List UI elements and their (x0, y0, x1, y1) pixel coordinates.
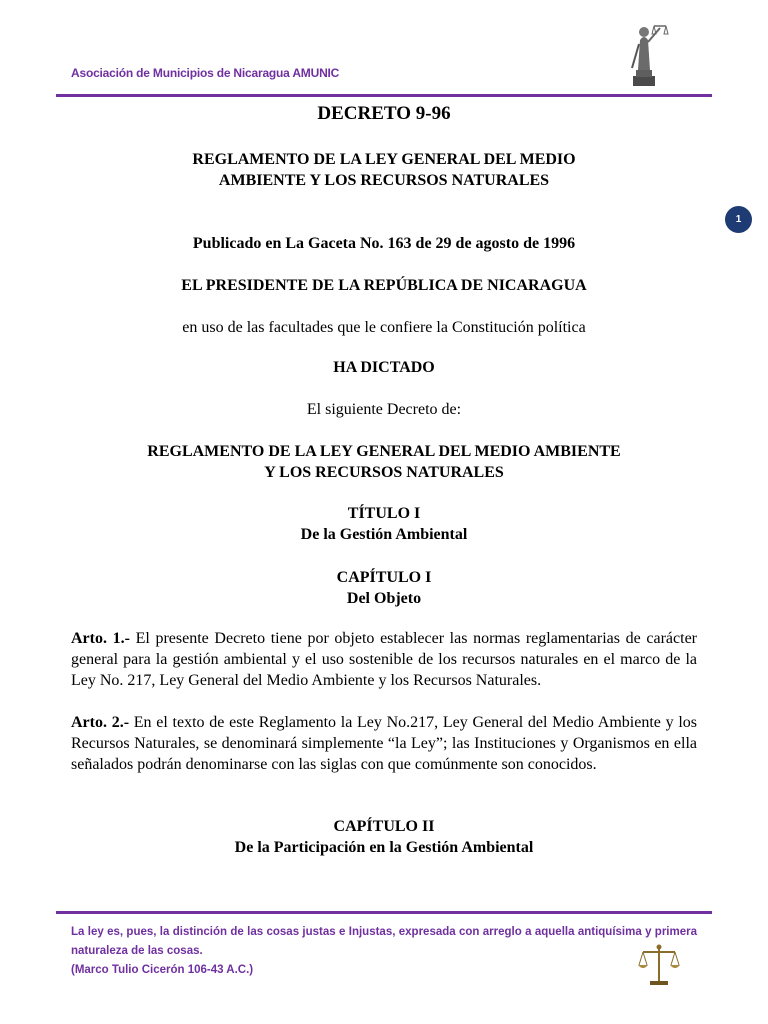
footer-author: (Marco Tulio Cicerón 106-43 A.C.) (71, 964, 254, 976)
document-title-line1: REGLAMENTO DE LA LEY GENERAL DEL MEDIO (192, 151, 576, 168)
article-1-label: Arto. 1.- (71, 630, 130, 647)
title-i-name: De la Gestión Ambiental (300, 526, 468, 543)
title-i-heading: TÍTULO I (347, 505, 421, 522)
chapter-ii-heading: CAPÍTULO II (333, 818, 435, 835)
footer-divider (56, 911, 712, 914)
publication-note: Publicado en La Gaceta No. 163 de 29 de agosto de 1996 (192, 235, 576, 252)
chapter-ii-name: De la Participación en la Gestión Ambiental (234, 839, 534, 856)
page-number-badge: 1 (725, 206, 752, 233)
dictated-heading: HA DICTADO (333, 359, 435, 376)
article-2-label: Arto. 2.- (71, 714, 130, 731)
president-heading: EL PRESIDENTE DE LA REPÚBLICA DE NICARAGUA (181, 277, 587, 294)
scales-icon (638, 943, 680, 987)
chapter-i-name: Del Objeto (346, 590, 422, 607)
faculties-text: en uso de las facultades que le confiere la Constitución política (182, 319, 586, 336)
article-2-text: En el texto de este Reglamento la Ley No.217, Ley General del Medio Ambiente y los Recursos Naturales, se denominará simplemente “la Ley”; las Instituciones y Organismos en ella señalados podrán denominarse con las siglas con que comúnmente son conocidos. (71, 714, 697, 773)
chapter-i-heading: CAPÍTULO I (336, 569, 432, 586)
header-organization: Asociación de Municipios de Nicaragua AMUNIC (71, 66, 340, 80)
decree-number: DECRETO 9-96 (317, 103, 451, 124)
document-title-line2: AMBIENTE Y LOS RECURSOS NATURALES (218, 172, 550, 189)
article-1-text: El presente Decreto tiene por objeto establecer las normas reglamentarias de carácter general para la gestión ambiental y el uso sostenible de los recursos naturales en el marco de la Ley No. 217, Ley General del Medio Ambiente y los Recursos Naturales. (71, 630, 698, 689)
regulation-title-line2: Y LOS RECURSOS NATURALES (264, 464, 504, 481)
following-decree-text: El siguiente Decreto de: (306, 401, 462, 418)
lady-justice-icon (620, 10, 670, 90)
article-2 (71, 712, 697, 775)
footer-quote: La ley es, pues, la distinción de las cosas justas e Injustas, expresada con arreglo a aquella antiquísima y primera naturaleza de las cosas. (71, 926, 697, 957)
article-1 (71, 628, 697, 691)
header-divider (56, 94, 712, 97)
regulation-title-line1: REGLAMENTO DE LA LEY GENERAL DEL MEDIO AMBIENTE (147, 443, 621, 460)
